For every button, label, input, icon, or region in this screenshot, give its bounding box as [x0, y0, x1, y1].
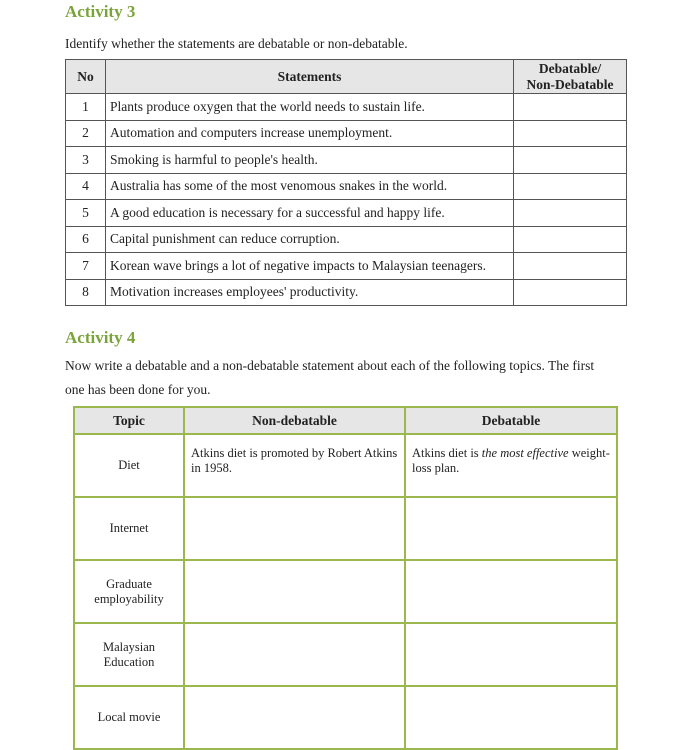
debatable-cell[interactable]	[405, 497, 617, 560]
activity4-heading: Activity 4	[65, 328, 136, 347]
header-no: No	[66, 60, 106, 94]
row-number: 8	[66, 279, 106, 306]
table-row	[74, 686, 617, 749]
topic-cell	[74, 434, 184, 497]
table-row	[66, 120, 627, 147]
header-debatable-line1: Debatable/	[538, 60, 602, 76]
table-row	[66, 279, 627, 306]
activity4-instruction-line2: one has been done for you.	[65, 382, 211, 397]
row-answer-cell[interactable]	[514, 279, 627, 306]
table-row	[66, 200, 627, 227]
row-number: 4	[66, 173, 106, 200]
topic-label: Diet	[118, 458, 140, 472]
topic-label-line2: Education	[103, 654, 155, 669]
activity3-heading: Activity 3	[65, 2, 136, 21]
header-non-debatable: Non-debatable	[184, 407, 405, 434]
table-row	[66, 173, 627, 200]
row-answer-cell[interactable]	[514, 94, 627, 121]
header-statements: Statements	[106, 60, 514, 94]
table-row	[74, 497, 617, 560]
table-row	[74, 560, 617, 623]
non-debatable-cell[interactable]	[184, 686, 405, 749]
row-statement: Motivation increases employees' productivity.	[106, 279, 514, 306]
row-number: 6	[66, 226, 106, 253]
header-debatable-col: Debatable	[405, 407, 617, 434]
row-statement: Australia has some of the most venomous snakes in the world.	[106, 173, 514, 200]
topic-label-line1: Malaysian	[102, 639, 156, 654]
header-debatable-line2: Non-Debatable	[526, 76, 614, 92]
row-statement: Plants produce oxygen that the world needs to sustain life.	[106, 94, 514, 121]
non-debatable-cell[interactable]	[184, 497, 405, 560]
row-number: 3	[66, 147, 106, 174]
table-row	[66, 94, 627, 121]
topic-cell	[74, 497, 184, 560]
activity3-table	[65, 59, 627, 306]
non-debatable-cell[interactable]	[184, 560, 405, 623]
row-answer-cell[interactable]	[514, 173, 627, 200]
non-debatable-cell[interactable]	[184, 623, 405, 686]
table-row	[66, 253, 627, 280]
table-row	[66, 147, 627, 174]
row-statement: A good education is necessary for a successful and happy life.	[106, 200, 514, 227]
topic-label: Internet	[109, 521, 149, 535]
topic-cell	[74, 623, 184, 686]
row-answer-cell[interactable]	[514, 200, 627, 227]
row-statement: Smoking is harmful to people's health.	[106, 147, 514, 174]
debatable-text-post: weight-loss plan.	[412, 446, 610, 475]
row-number: 1	[66, 94, 106, 121]
row-statement: Automation and computers increase unemployment.	[106, 120, 514, 147]
row-number: 5	[66, 200, 106, 227]
row-answer-cell[interactable]	[514, 147, 627, 174]
header-topic: Topic	[74, 407, 184, 434]
debatable-cell[interactable]	[405, 560, 617, 623]
topic-cell	[74, 686, 184, 749]
activity3-instruction: Identify whether the statements are debatable or non-debatable.	[65, 36, 408, 51]
row-statement: Korean wave brings a lot of negative impacts to Malaysian teenagers.	[106, 253, 514, 280]
debatable-text-pre: Atkins diet is	[412, 446, 482, 460]
header-debatable	[514, 60, 627, 94]
row-number: 7	[66, 253, 106, 280]
debatable-cell[interactable]	[405, 623, 617, 686]
activity3-header-row	[66, 60, 627, 94]
row-answer-cell[interactable]	[514, 253, 627, 280]
activity4-table	[73, 406, 618, 750]
activity4-header-row	[74, 407, 617, 434]
row-statement: Capital punishment can reduce corruption.	[106, 226, 514, 253]
activity4-instruction-line1: Now write a debatable and a non-debatable statement about each of the following topics. The first	[65, 358, 595, 373]
debatable-text-italic: the most effective	[481, 446, 569, 460]
debatable-cell[interactable]	[405, 686, 617, 749]
debatable-cell[interactable]	[405, 434, 617, 497]
table-row	[74, 434, 617, 497]
table-row	[74, 623, 617, 686]
non-debatable-cell[interactable]: Atkins diet is promoted by Robert Atkins in 1958.	[184, 434, 405, 497]
topic-cell	[74, 560, 184, 623]
table-row	[66, 226, 627, 253]
row-answer-cell[interactable]	[514, 120, 627, 147]
topic-label-line1: Graduate	[106, 576, 152, 591]
row-number: 2	[66, 120, 106, 147]
activity4-instruction	[65, 354, 594, 402]
row-answer-cell[interactable]	[514, 226, 627, 253]
topic-label: Local movie	[97, 710, 161, 724]
topic-label-line2: employability	[94, 591, 164, 606]
